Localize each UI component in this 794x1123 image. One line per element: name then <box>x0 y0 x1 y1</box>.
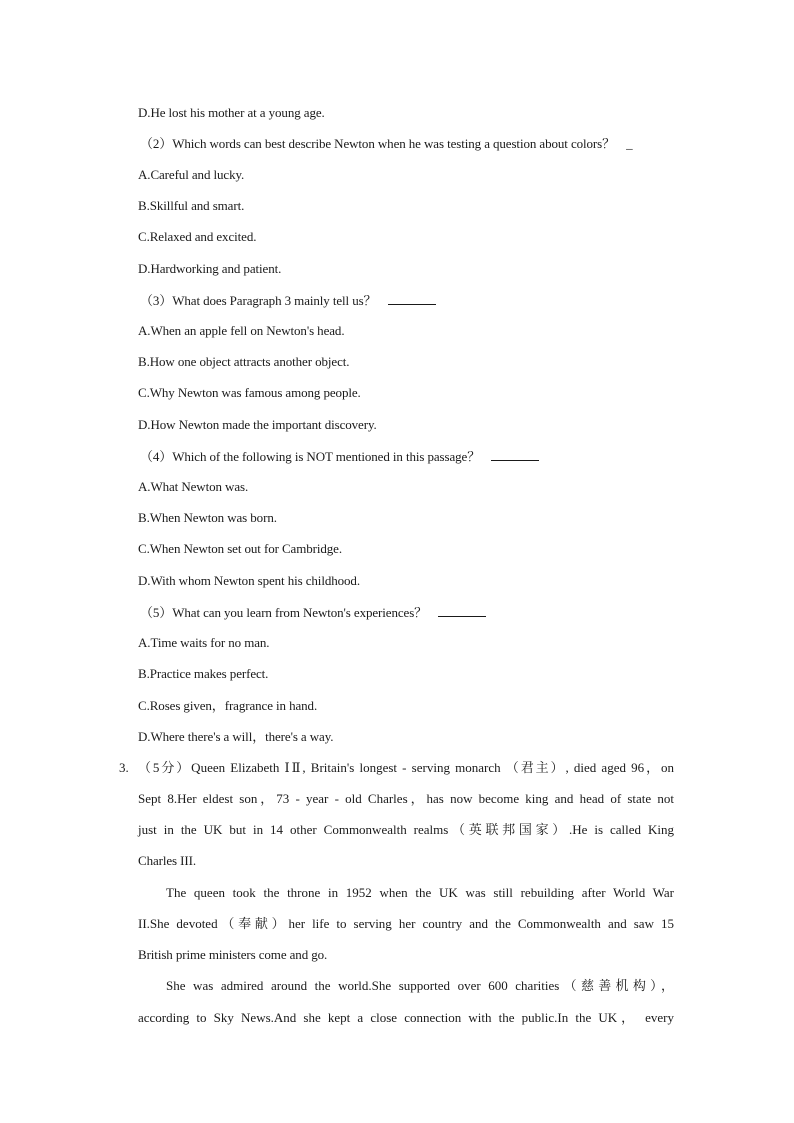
q2-sub3-stem <box>140 292 436 309</box>
q2-sub2-option-c: C.Relaxed and excited. <box>138 229 257 244</box>
q2-sub4-stem <box>140 448 539 465</box>
q2-sub2-option-a: A.Careful and lucky. <box>138 167 245 182</box>
q2-sub1-option-d: D.He lost his mother at a young age. <box>138 105 325 120</box>
q2-sub4-stem-text: （4）Which of the following is NOT mentioned in this passage？ <box>140 449 481 464</box>
q2-sub3-option-b: B.How one object attracts another object. <box>138 354 350 369</box>
q2-sub2-stem <box>140 136 633 152</box>
q2-sub5-stem-text: （5）What can you learn from Newton's experiences？ <box>140 605 428 620</box>
q2-sub3-option-c: C.Why Newton was famous among people. <box>138 385 361 400</box>
q3-number: 3. <box>119 760 129 775</box>
q3-para3-line-2: according to Sky News.And she kept a close connection with the public.In the UK， every <box>138 1010 674 1025</box>
q3-intro-line-2: Sept 8.Her eldest son，73 - year - old Charles，has now become king and head of state not <box>138 791 674 806</box>
q2-sub5-answer-blank[interactable] <box>438 604 486 617</box>
q3-intro-line-1: （5分）Queen Elizabeth ⅠⅡ, Britain's longest - serving monarch （君主）, died aged 96，on <box>138 760 674 775</box>
q2-sub4-answer-blank[interactable] <box>491 448 539 461</box>
q2-sub3-answer-blank[interactable] <box>388 292 436 305</box>
q2-sub4-option-a: A.What Newton was. <box>138 479 249 494</box>
q2-sub5-option-b: B.Practice makes perfect. <box>138 666 269 681</box>
q2-sub4-option-b: B.When Newton was born. <box>138 510 277 525</box>
q2-sub5-option-c: C.Roses given，fragrance in hand. <box>138 698 318 713</box>
q3-intro-line-3: just in the UK but in 14 other Commonwealth realms（英联邦国家）.He is called King <box>138 822 674 837</box>
q2-sub2-option-d: D.Hardworking and patient. <box>138 261 282 276</box>
q2-sub3-option-d: D.How Newton made the important discovery. <box>138 417 377 432</box>
q3-intro-line-4: Charles III. <box>138 853 196 868</box>
q2-sub3-option-a: A.When an apple fell on Newton's head. <box>138 323 345 338</box>
q2-sub3-stem-text: （3）What does Paragraph 3 mainly tell us？ <box>140 293 377 308</box>
q2-sub4-option-d: D.With whom Newton spent his childhood. <box>138 573 360 588</box>
q3-para2-line-3: British prime ministers come and go. <box>138 947 328 962</box>
q2-sub2-option-b: B.Skillful and smart. <box>138 198 245 213</box>
q3-para2-line-1: The queen took the throne in 1952 when the UK was still rebuilding after World War <box>166 885 674 900</box>
q2-sub5-option-d: D.Where there's a will，there's a way. <box>138 729 334 744</box>
q2-sub4-option-c: C.When Newton set out for Cambridge. <box>138 541 342 556</box>
q2-sub5-option-a: A.Time waits for no man. <box>138 635 270 650</box>
q2-sub2-answer-blank[interactable]: _ <box>626 136 633 151</box>
q2-sub5-stem <box>140 604 486 621</box>
q3-para3-line-1: She was admired around the world.She supported over 600 charities（慈善机构）， <box>166 978 674 993</box>
q3-para2-line-2: II.She devoted（奉献）her life to serving her country and the Commonwealth and saw 15 <box>138 916 674 931</box>
q2-sub2-stem-text: （2）Which words can best describe Newton when he was testing a question about colors？ <box>140 136 616 151</box>
